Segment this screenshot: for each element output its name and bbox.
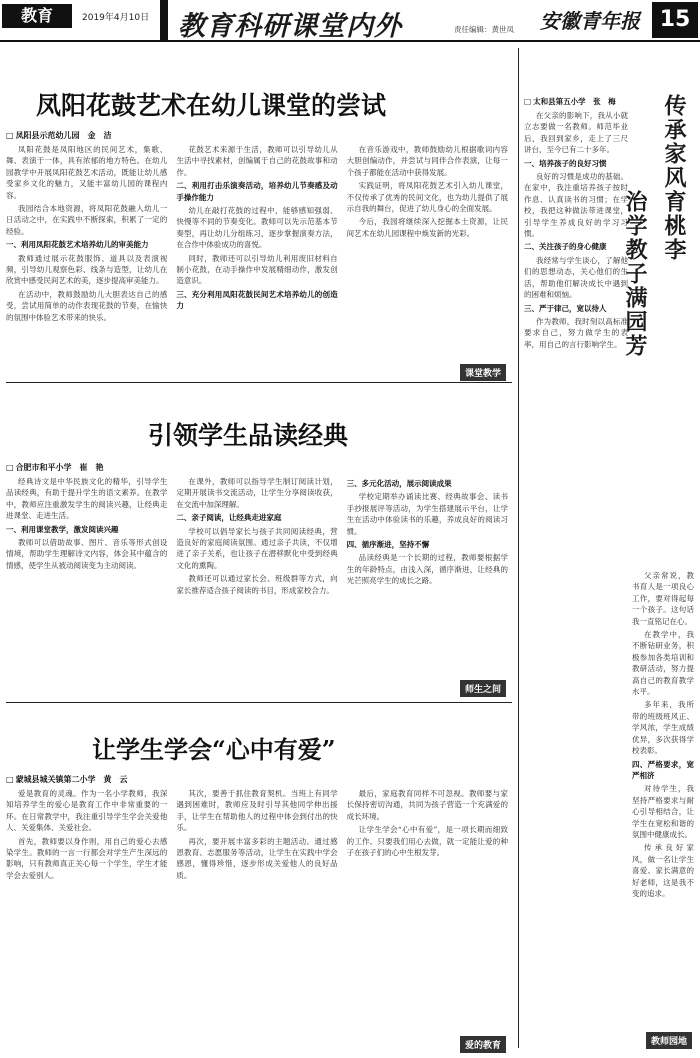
- newspaper-name: 安徽青年报: [540, 9, 640, 33]
- paragraph: 传承良好家风，做一名让学生喜爱、家长满意的好老师，这是我不变的追求。: [632, 843, 694, 898]
- paragraph: 再次，要开展丰富多彩的主题活动。通过感恩教育、志愿服务等活动，让学生在实践中学会感恩，懂得珍惜，逐步形成关爱他人的良好品质。: [176, 836, 338, 880]
- subheading: 二、利用打击乐演奏活动，培养幼儿节奏感及动手操作能力: [176, 181, 338, 202]
- section-tag: 教师园地: [646, 1032, 692, 1049]
- article-byline: □ 蒙城县城关镇第二小学 黄 云: [6, 774, 128, 785]
- subheading: 一、利用凤阳花鼓艺术培养幼儿的审美能力: [6, 240, 149, 250]
- paragraph: 让学生学会“心中有爱”，是一项长期而细致的工作。只要我们用心去做，就一定能让爱的种子在孩子们的心中生根发芽。: [346, 825, 508, 858]
- paragraph: 凤阳花鼓是凤阳地区的民间艺术，集歌、舞、表演于一体，具有浓郁的地方特色。在幼儿园教学中开展凤阳花鼓艺术活动，既能让幼儿感受家乡文化的魅力，又能丰富幼儿园的课程内容。: [6, 145, 168, 200]
- paragraph: 首先，教师要以身作则，用自己的爱心去感染学生。教师的一言一行都会对学生产生深远的影响，只有教师真正关心每一个学生，学生才能学会去爱别人。: [6, 836, 168, 880]
- sidebar-body: [524, 110, 628, 1032]
- paragraph: 幼儿在敲打花鼓的过程中，能够感知强弱、快慢等不同的节奏变化。教师可以先示范基本节奏型，再让幼儿分组练习，逐步掌握演奏方法，在合作中体验成功的喜悦。: [176, 206, 338, 250]
- article-byline: □ 合肥市和平小学 崔 艳: [6, 462, 104, 473]
- body-column: [6, 476, 167, 682]
- paragraph: 实践证明，将凤阳花鼓艺术引入幼儿课堂，不仅传承了优秀的民间文化，也为幼儿提供了展示自我的舞台，促进了幼儿身心的全面发展。: [346, 181, 508, 214]
- section-tag: 师生之间: [460, 680, 506, 697]
- paragraph: 其次，要善于抓住教育契机。当班上有同学遇到困难时，教师应及时引导其他同学伸出援手，让学生在帮助他人的过程中体会到付出的快乐。: [176, 789, 338, 833]
- body-column: [176, 144, 337, 366]
- body-column: [6, 788, 167, 1034]
- article-divider: [6, 702, 512, 703]
- article-body: [6, 788, 508, 1034]
- paragraph: 在音乐游戏中，教师鼓励幼儿根据歌词内容大胆创编动作，并尝试与同伴合作表演，让每一个孩子都能在活动中获得发展。: [346, 145, 508, 177]
- body-column: [347, 476, 508, 682]
- section-tag: 课堂教学: [460, 364, 506, 381]
- article-headline: 引领学生品读经典: [148, 421, 349, 450]
- body-column: [524, 110, 628, 1032]
- body-column: [347, 788, 508, 1034]
- paragraph: 在课外，教师可以指导学生制订阅读计划，定期开展读书交流活动，让学生分享阅读收获，在交流中加深理解。: [176, 477, 338, 509]
- subheading: 二、关注孩子的身心健康: [524, 242, 607, 252]
- subheading: 四、循序渐进，坚持不懈: [346, 540, 430, 550]
- body-column: [176, 476, 337, 682]
- sidebar-headline: [620, 94, 690, 358]
- sidebar-body-lower: [632, 570, 694, 1032]
- paragraph: 作为教师，我时刻以高标准要求自己，努力做学生的表率，用自己的言行影响学生。: [524, 316, 628, 349]
- subheading: 一、利用课堂教学，激发阅读兴趣: [6, 524, 119, 534]
- article-divider: [6, 382, 512, 383]
- article-headline: 让学生学会“心中有爱”: [92, 735, 336, 764]
- body-column: [176, 788, 337, 1034]
- article-huagu: [6, 50, 510, 380]
- article-classics: [6, 390, 510, 698]
- subheading: 二、亲子阅读，让经典走进家庭: [176, 513, 282, 523]
- page-title: 教育科研课堂内外: [178, 11, 402, 42]
- paragraph: 最后，家庭教育同样不可忽视。教师要与家长保持密切沟通，共同为孩子营造一个充满爱的成长环境。: [346, 789, 508, 821]
- paragraph: 同时，教师还可以引导幼儿利用废旧材料自制小花鼓，在动手操作中发展精细动作，激发创造意识。: [176, 253, 338, 286]
- paragraph: 今后，我园将继续深入挖掘本土资源，让民间艺术在幼儿园课程中焕发新的光彩。: [346, 217, 508, 238]
- paragraph: 在父亲的影响下，我从小就立志要做一名教师。师范毕业后，我回到家乡，走上了三尺讲台，至今已有二十多年。: [524, 111, 628, 155]
- sidebar-byline: □ 太和县第五小学 张 梅: [524, 96, 616, 107]
- paragraph: 对待学生，我坚持严格要求与耐心引导相结合，让学生在宽松和谐的氛围中健康成长。: [632, 784, 694, 839]
- masthead: [0, 0, 700, 42]
- paragraph: 品读经典是一个长期的过程，教师要根据学生的年龄特点，由浅入深，循序渐进，让经典的光芒照亮学生的成长之路。: [346, 553, 508, 586]
- sidebar-headline-line: 治学教子满园芳: [622, 190, 648, 358]
- subheading: 三、充分利用凤阳花鼓民间艺术培养幼儿的创造力: [176, 289, 338, 311]
- paragraph: 多年来，我所带的班级班风正、学风浓，学生成绩优异，多次获得学校表彰。: [632, 700, 694, 756]
- subheading: 四、严格要求，宽严相济: [632, 759, 694, 780]
- article-body: [6, 476, 508, 682]
- column-divider: [518, 48, 519, 1048]
- paragraph: 在活动中，教师鼓励幼儿大胆表达自己的感受，尝试用简单的动作表现花鼓的节奏，在愉快的氛围中体验艺术带来的快乐。: [6, 289, 168, 322]
- paragraph: 我园结合本地资源，将凤阳花鼓融入幼儿一日活动之中，在实践中不断探索，积累了一定的经验。: [6, 204, 168, 236]
- paragraph: 我经常与学生谈心，了解他们的思想动态，关心他们的生活，帮助他们解决成长中遇到的困难和烦恼。: [524, 255, 628, 300]
- paragraph: 教师可以借助故事、图片、音乐等形式创设情境，帮助学生理解诗文内容，体会其中蕴含的情感，使学生从被动阅读变为主动阅读。: [6, 538, 168, 570]
- section-label: 教育: [2, 4, 72, 28]
- page-number: 15: [652, 2, 698, 38]
- subheading: 三、多元化活动，展示阅读成果: [346, 479, 452, 488]
- sidebar-headline-line: 传承家风育桃李: [661, 94, 687, 262]
- paragraph: 学校定期举办诵读比赛、经典故事会、读书手抄报展评等活动，为学生搭建展示平台，让学生在活动中体验读书的乐趣，养成良好的阅读习惯。: [346, 492, 508, 536]
- paragraph: 花鼓艺术来源于生活，教师可以引导幼儿从生活中寻找素材，创编属于自己的花鼓故事和动作。: [176, 145, 338, 177]
- editor-credit: 责任编辑：黄世凤: [454, 25, 514, 34]
- issue-date: 2019年4月10日: [82, 13, 150, 23]
- paragraph: 学校可以倡导家长与孩子共同阅读经典，营造良好的家庭阅读氛围。通过亲子共读，不仅增进了亲子关系，也让孩子在潜移默化中受到经典文化的熏陶。: [176, 526, 338, 570]
- article-byline: □ 凤阳县示范幼儿园 金 洁: [6, 130, 112, 141]
- sidebar-article: [524, 50, 694, 1050]
- article-love: [6, 710, 510, 1050]
- masthead-divider-bar: [160, 0, 168, 40]
- paragraph: 教师通过展示花鼓服饰、道具以及表演视频，引导幼儿观察色彩、线条与造型，让幼儿在欣赏中感受民间艺术的美，逐步提高审美能力。: [6, 253, 168, 286]
- body-column: [347, 144, 508, 366]
- paragraph: 经典诗文是中华民族文化的精华，引导学生品读经典，有助于提升学生的语文素养。在教学中，教师应注重激发学生的阅读兴趣，让经典走进课堂、走进生活。: [6, 477, 168, 521]
- section-tag: 爱的教育: [460, 1036, 506, 1053]
- article-body: [6, 144, 508, 366]
- paragraph: 父亲常说，教书育人是一项良心工作，要对得起每一个孩子。这句话我一直铭记在心。: [632, 571, 694, 626]
- body-column: [632, 570, 694, 1032]
- paragraph: 爱是教育的灵魂。作为一名小学教师，我深知培养学生的爱心是教育工作中非常重要的一环。在日常教学中，我注重引导学生学会关爱他人、关爱集体、关爱社会。: [6, 789, 168, 833]
- article-headline: 凤阳花鼓艺术在幼儿课堂的尝试: [36, 91, 387, 120]
- paragraph: 教师还可以通过家长会、班级群等方式，向家长推荐适合孩子阅读的书目，形成家校合力。: [176, 574, 338, 595]
- paragraph: 在教学中，我不断钻研业务，积极参加各类培训和教研活动，努力提高自己的教育教学水平。: [632, 630, 694, 697]
- paragraph: 良好的习惯是成功的基础。在家中，我注重培养孩子按时作息、认真读书的习惯；在学校，我把这种做法带进课堂，引导学生养成良好的学习习惯。: [524, 172, 628, 239]
- body-column: [6, 144, 167, 366]
- subheading: 三、严于律己，宽以待人: [524, 303, 607, 313]
- subheading: 一、培养孩子的良好习惯: [524, 158, 607, 168]
